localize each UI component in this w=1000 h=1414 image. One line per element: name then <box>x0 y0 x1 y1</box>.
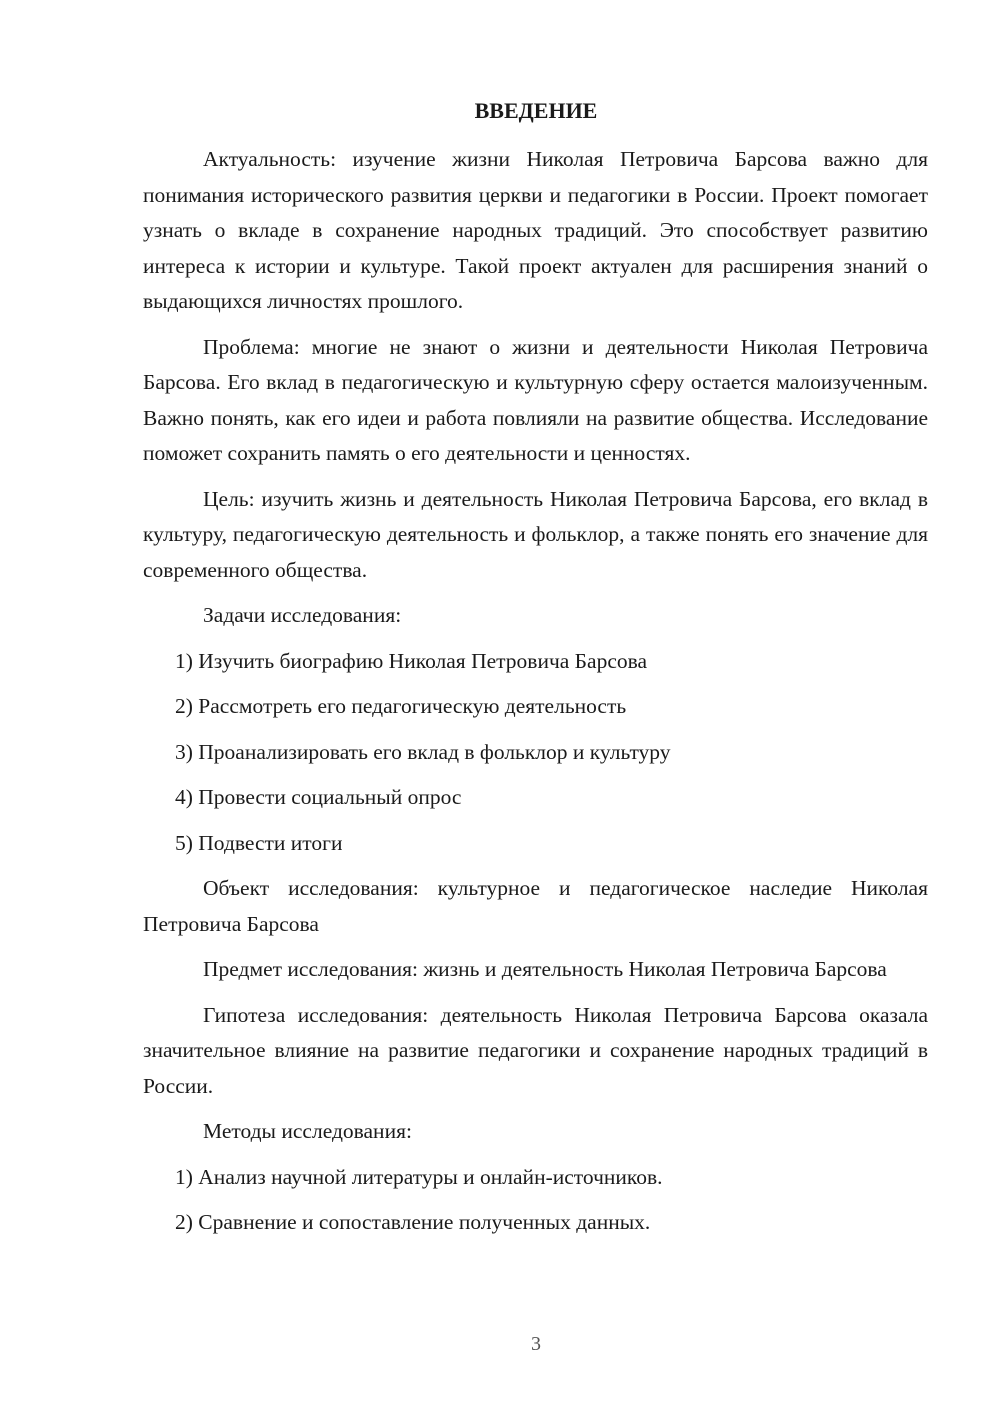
methods-heading: Методы исследования: <box>203 1119 412 1143</box>
page-title: ВВЕДЕНИЕ <box>474 98 598 123</box>
hypothesis-paragraph: Гипотеза исследования: деятельность Николая Петровича Барсова оказала значительное влияние на развитие педагогики и сохранение народных традиций в России. <box>143 1002 928 1098</box>
task-item-1: 1) Изучить биографию Николая Петровича Барсова <box>175 648 648 673</box>
tasks-heading: Задачи исследования: <box>203 603 402 627</box>
document-body <box>143 142 928 1251</box>
relevance-paragraph: Актуальность: изучение жизни Николая Петровича Барсова важно для понимания исторического развития церкви и педагогики в России. Проект помогает узнать о вкладе в сохранение народных традиций. Это способствует развитию интереса к истории и культуре. Такой проект актуален для расширения знаний о выдающихся личностях прошлого. <box>143 147 928 313</box>
goal-paragraph: Цель: изучить жизнь и деятельность Николая Петровича Барсова, его вклад в культуру, педагогическую деятельность и фольклор, а также понять его значение для современного общества. <box>143 486 928 582</box>
task-item-5: 5) Подвести итоги <box>175 830 343 855</box>
task-item-4: 4) Провести социальный опрос <box>175 785 462 809</box>
problem-paragraph: Проблема: многие не знают о жизни и деятельности Николая Петровича Барсова. Его вклад в педагогическую и культурную сферу остается малоизученным. Важно понять, как его идеи и работа повлияли на развитие общества. Исследование поможет сохранить память о его деятельности и ценностях. <box>143 334 928 465</box>
method-item-1: 1) Анализ научной литературы и онлайн-источников. <box>175 1164 663 1189</box>
object-paragraph: Объект исследования: культурное и педагогическое наследие Николая Петровича Барсова <box>143 876 928 936</box>
subject-paragraph: Предмет исследования: жизнь и деятельность Николая Петровича Барсова <box>203 957 887 981</box>
task-item-3: 3) Проанализировать его вклад в фольклор и культуру <box>175 739 671 764</box>
method-item-2: 2) Сравнение и сопоставление полученных данных. <box>175 1210 651 1234</box>
task-item-2: 2) Рассмотреть его педагогическую деятельность <box>175 694 627 718</box>
page-number: 3 <box>531 1333 541 1355</box>
